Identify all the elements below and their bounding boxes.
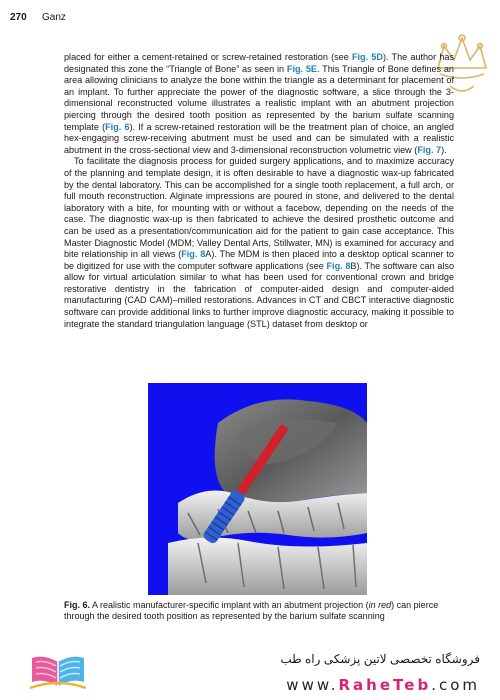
watermark-banner (0, 640, 500, 700)
open-book-logo-icon (28, 648, 88, 694)
text-run: ). If a screw-retained restoration will be the treatment plan of choice, an angled hex-engaging screw-receiving abutment must be used and can be simulated with a realistic abutment in the cross-sectional view and 3-dimensional reconstruction volumetric view ( (64, 121, 454, 155)
figure-caption-text: ) can pierce through the desired tooth position as represented by the barium sulfate scanning (64, 600, 439, 621)
text-run: B). The software can also allow for virtual articulation similar to what has been used for conventional crown and bridge restorative dentistry in the fabrication of computer-aided design and computer-aided manufacturing (CAD CAM)–milled restorations. Advances in CT and CBCT interactive diagnostic software can provide additional links to further improve diagnostic accuracy, making it possible to integrate the standard triangulation language (STL) dataset from desktop or (64, 260, 455, 329)
paragraph-1 (64, 52, 454, 156)
lower-teeth (168, 537, 367, 595)
page-number: 270 (10, 12, 27, 23)
url-suffix: .com (431, 676, 480, 694)
url-prefix: www. (286, 676, 339, 694)
text-run: ). (441, 144, 447, 155)
figure-caption-label: Fig. 6. (64, 600, 91, 610)
figure-caption (64, 600, 454, 622)
shop-url[interactable] (286, 676, 480, 694)
url-brand: RaheTeb (338, 676, 432, 694)
figure-caption-italic: in red (368, 600, 392, 610)
text-run: . This Triangle of Bone defines an area allowing clinicians to analyze the bone within the triangle as a determinant for placement of an implant. To further appreciate the power of the diagnostic software, a slice through the 3-dimensional reconstructed volume illustrates a realistic implant with an abutment projection piercing through the desired tooth position as represented by the barium sulfate scanning template ( (64, 63, 454, 132)
figure-6-image (148, 383, 367, 595)
implant-scan-illustration (148, 383, 367, 595)
figure-caption-text: A realistic manufacturer-specific implant with an abutment projection ( (90, 600, 369, 610)
figure-reference-link[interactable]: Fig. 7 (417, 144, 442, 155)
running-head: Ganz (42, 12, 66, 23)
figure-reference-link[interactable]: Fig. 8 (181, 249, 206, 260)
paragraph-2 (64, 156, 454, 330)
text-run: To facilitate the diagnosis process for guided surgery applications, and to maximize accuracy of the planning and template design, it is often desirable to have a diagnostic wax-up fabricated by the dental laboratory. This can be accomplished for a single tooth replacement, a full arch, or full mouth reconstruction. Alginate impressions are poured in stone, and delivered to the dental laboratory with a bite, for mounting with or without a facebow, depending on the needs of the case. The diagnostic wax-up is then fabricated to achieve the desired prosthetic outcome and can be used as a presentation/communication aid for the patient to gain case acceptance. This Master Diagnostic Model (MDM; Valley Dental Arts, Stillwater, MN) is examined for accuracy and bite relationship in all views ( (64, 156, 454, 260)
figure-reference-link[interactable]: Fig. 5E (286, 63, 317, 74)
body-text (64, 52, 454, 330)
figure-reference-link[interactable]: Fig. 8 (326, 260, 351, 271)
figure-reference-link[interactable]: Fig. 5D (351, 52, 383, 62)
text-run: placed for either a cement-retained or screw-retained restoration (see (64, 52, 352, 62)
shop-name: فروشگاه تخصصی لاتین پزشکی راه طب (280, 652, 480, 666)
text-run: A). The MDM is then placed into a desktop optical scanner to be digitized for use with the computer software applications (see (64, 249, 454, 271)
text-run: ). The author has designated this zone the “Triangle of Bone” as seen in (64, 52, 454, 74)
figure-reference-link[interactable]: Fig. 6 (105, 121, 130, 132)
